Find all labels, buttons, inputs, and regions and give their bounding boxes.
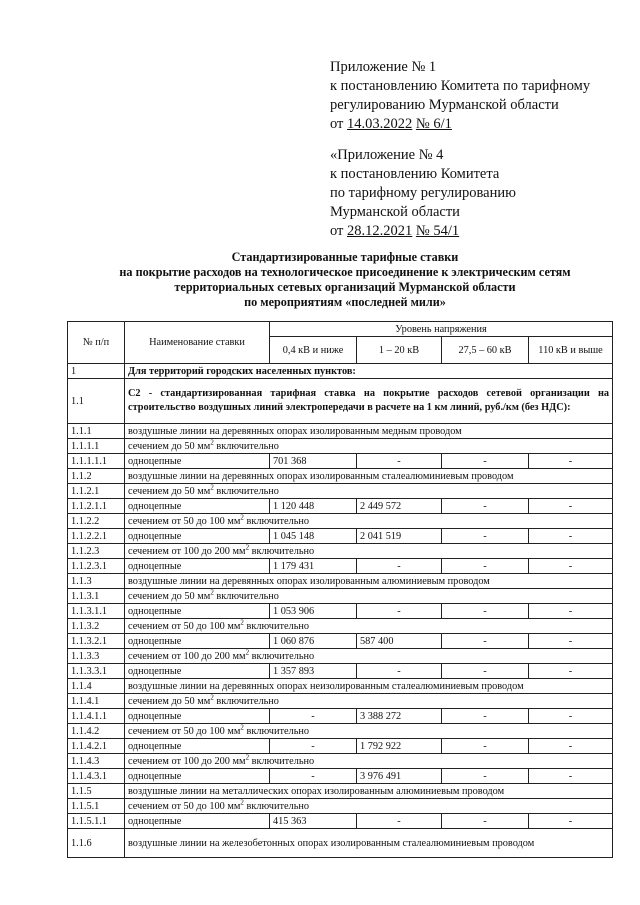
header-date: 28.12.2021 [347,223,413,239]
row-description [125,469,613,484]
row-description [125,799,613,814]
value-v2: 2 041 519 [357,529,442,544]
value-v3: - [442,454,529,469]
c2-row [68,379,613,424]
previous-appendix-header [330,146,630,241]
row-num: 1.1.4.2.1 [68,739,125,754]
table-row [68,619,613,634]
value-v3: - [442,664,529,679]
table-row [68,799,613,814]
row-num: 1.1.4.3 [68,754,125,769]
row-name: одноцепные [125,814,270,829]
value-v4: - [529,604,613,619]
description-suffix: включительно [249,650,315,662]
value-v1: - [270,709,357,724]
row-description [125,439,613,454]
description-text: сечением от 50 до 100 мм [128,800,241,812]
description-text: сечением до 50 мм [128,440,211,452]
value-v4: - [529,709,613,724]
value-v1: 1 053 906 [270,604,357,619]
table-header-row [68,322,613,337]
row-name: одноцепные [125,529,270,544]
header-date-line: от 14.03.2022 № 6/1 [330,116,452,132]
row-num: 1.1.5 [68,784,125,799]
value-v3: - [442,604,529,619]
superscript: 2 [245,543,250,552]
table-row [68,484,613,499]
header-line: Мурманской области [330,204,460,220]
superscript: 2 [210,693,214,702]
table-row [68,694,613,709]
row-description [125,724,613,739]
header-voltage-group: Уровень напряжения [270,322,613,337]
row-name: одноцепные [125,634,270,649]
row-num: 1.1.4.3.1 [68,769,125,784]
description-suffix: включительно [249,545,315,557]
row-num: 1.1.3.1.1 [68,604,125,619]
row-description [125,694,613,709]
row-name: одноцепные [125,559,270,574]
table-row [68,589,613,604]
value-v3: - [442,769,529,784]
header-v4: 110 кВ и выше [529,337,613,364]
title-line: Стандартизированные тарифные ставки [231,250,459,264]
row-num: 1.1.2.2 [68,514,125,529]
value-v4: - [529,634,613,649]
value-v4: - [529,739,613,754]
value-v4: - [529,499,613,514]
description-text: сечением от 100 до 200 мм [128,755,246,767]
table-row [68,574,613,589]
superscript: 2 [240,723,244,732]
row-num: 1.1.4 [68,679,125,694]
header-line: по тарифному регулированию [330,185,516,201]
table-row [68,679,613,694]
table-row [68,424,613,439]
value-v2: - [357,604,442,619]
table-row [68,754,613,769]
value-v3: - [442,709,529,724]
header-v2: 1 – 20 кВ [357,337,442,364]
superscript: 2 [245,753,250,762]
row-num: 1.1.4.1.1 [68,709,125,724]
title-line: по мероприятиям «последней мили» [244,295,446,309]
row-num: 1.1 [68,379,125,424]
row-num: 1.1.2.1.1 [68,499,125,514]
value-v4: - [529,769,613,784]
table-row [68,739,613,754]
row-num: 1.1.1.1.1 [68,454,125,469]
row-description [125,829,613,858]
value-v4: - [529,664,613,679]
header-date-line: от 28.12.2021 № 54/1 [330,223,460,239]
description-text: воздушные линии на железобетонных опорах изолированным сталеалюминиевым проводом [128,837,535,849]
row-description [125,484,613,499]
value-v3: - [442,529,529,544]
value-v1: - [270,739,357,754]
row-name: одноцепные [125,709,270,724]
row-num: 1.1.3.2 [68,619,125,634]
header-v3: 27,5 – 60 кВ [442,337,529,364]
document-title [50,250,640,310]
header-number: № 6/1 [415,116,452,132]
table-row [68,529,613,544]
header-num: № п/п [68,322,125,364]
row-num: 1.1.2.3.1 [68,559,125,574]
table-row [68,454,613,469]
table-row [68,649,613,664]
row-description [125,424,613,439]
header-line: «Приложение № 4 [330,147,444,163]
header-line: к постановлению Комитета [330,166,500,182]
value-v2: 2 449 572 [357,499,442,514]
header-line: регулированию Мурманской области [330,97,559,113]
row-num: 1.1.3.1 [68,589,125,604]
value-v2: 587 400 [357,634,442,649]
description-text: сечением от 50 до 100 мм [128,620,241,632]
table-row [68,709,613,724]
value-v1: 1 060 876 [270,634,357,649]
description-suffix: включительно [213,485,279,497]
description-text: воздушные линии на металлических опорах изолированным алюминиевым проводом [128,785,505,797]
superscript: 2 [210,483,214,492]
description-suffix: включительно [213,440,279,452]
table-row [68,784,613,799]
row-description [125,649,613,664]
row-num: 1.1.2.3 [68,544,125,559]
header-v1: 0,4 кВ и ниже [270,337,357,364]
row-name: одноцепные [125,454,270,469]
row-description [125,544,613,559]
header-date: 14.03.2022 [347,116,413,132]
value-v4: - [529,559,613,574]
value-v1: 1 045 148 [270,529,357,544]
value-v2: - [357,454,442,469]
title-line: территориальных сетевых организаций Мурманской области [174,280,516,294]
row-description [125,589,613,604]
value-v3: - [442,814,529,829]
row-num: 1.1.5.1.1 [68,814,125,829]
superscript: 2 [240,618,244,627]
description-suffix: включительно [213,695,279,707]
value-v3: - [442,739,529,754]
description-suffix: включительно [243,515,310,527]
table-row [68,724,613,739]
row-num: 1.1.5.1 [68,799,125,814]
row-num: 1.1.4.2 [68,724,125,739]
description-suffix: включительно [213,590,279,602]
row-description [125,784,613,799]
superscript: 2 [240,513,244,522]
row-num: 1.1.4.1 [68,694,125,709]
superscript: 2 [240,798,244,807]
row-num: 1.1.3.2.1 [68,634,125,649]
appendix-header [330,58,630,134]
value-v1: 1 179 431 [270,559,357,574]
description-text: сечением от 100 до 200 мм [128,545,246,557]
row-description [125,619,613,634]
value-v4: - [529,454,613,469]
header-name: Наименование ставки [125,322,270,364]
value-v4: - [529,529,613,544]
table-row [68,469,613,484]
description-text: воздушные линии на деревянных опорах изолированным медным проводом [128,425,462,437]
tariff-table [67,321,613,858]
value-v2: - [357,664,442,679]
description-text: воздушные линии на деревянных опорах неизолированным сталеалюминиевым проводом [128,680,524,692]
description-suffix: включительно [243,800,310,812]
value-v3: - [442,634,529,649]
description-text: воздушные линии на деревянных опорах изолированным сталеалюминиевым проводом [128,470,514,482]
row-num: 1.1.1.1 [68,439,125,454]
section-title: Для территорий городских населенных пунктов: [125,364,613,379]
table-row [68,769,613,784]
row-description [125,754,613,769]
row-name: одноцепные [125,604,270,619]
description-text: сечением до 50 мм [128,590,211,602]
table-row [68,559,613,574]
value-v1: 415 363 [270,814,357,829]
value-v2: 3 388 272 [357,709,442,724]
row-num: 1.1.2.1 [68,484,125,499]
row-num: 1.1.3.3 [68,649,125,664]
superscript: 2 [210,438,214,447]
superscript: 2 [210,588,214,597]
row-name: одноцепные [125,769,270,784]
row-description [125,574,613,589]
table-row [68,664,613,679]
description-suffix: включительно [243,725,310,737]
table-row [68,499,613,514]
row-num: 1.1.2 [68,469,125,484]
description-text: сечением от 50 до 100 мм [128,515,241,527]
value-v3: - [442,499,529,514]
row-num: 1.1.3 [68,574,125,589]
value-v2: - [357,559,442,574]
description-suffix: включительно [243,620,310,632]
value-v3: - [442,559,529,574]
value-v1: 1 357 893 [270,664,357,679]
row-num: 1.1.1 [68,424,125,439]
header-number: № 54/1 [415,223,460,239]
row-num: 1 [68,364,125,379]
value-v1: - [270,769,357,784]
value-v4: - [529,814,613,829]
value-v2: 1 792 922 [357,739,442,754]
value-v2: 3 976 491 [357,769,442,784]
description-text: сечением до 50 мм [128,485,211,497]
row-name: одноцепные [125,499,270,514]
table-row [68,829,613,858]
value-v1: 701 368 [270,454,357,469]
table-row [68,514,613,529]
description-text: сечением до 50 мм [128,695,211,707]
title-line: на покрытие расходов на технологическое присоединение к электрическим сетям [119,265,571,279]
table-row [68,544,613,559]
value-v2: - [357,814,442,829]
superscript: 2 [245,648,250,657]
row-description [125,514,613,529]
header-line: к постановлению Комитета по тарифному [330,78,591,94]
header-line: Приложение № 1 [330,59,437,75]
row-num: 1.1.6 [68,829,125,858]
value-v1: 1 120 448 [270,499,357,514]
table-row [68,634,613,649]
row-num: 1.1.2.2.1 [68,529,125,544]
section-row [68,364,613,379]
row-name: одноцепные [125,739,270,754]
table-row [68,439,613,454]
table-row [68,814,613,829]
row-description [125,679,613,694]
row-num: 1.1.3.3.1 [68,664,125,679]
row-name: одноцепные [125,664,270,679]
c2-description: С2 - стандартизированная тарифная ставка на покрытие расходов сетевой организации на строительство воздушных линий электропередачи в расчете на 1 км линий, руб./км (без НДС): [125,379,613,424]
table-row [68,604,613,619]
description-text: воздушные линии на деревянных опорах изолированным алюминиевым проводом [128,575,490,587]
description-text: сечением от 100 до 200 мм [128,650,246,662]
description-text: сечением от 50 до 100 мм [128,725,241,737]
description-suffix: включительно [249,755,315,767]
